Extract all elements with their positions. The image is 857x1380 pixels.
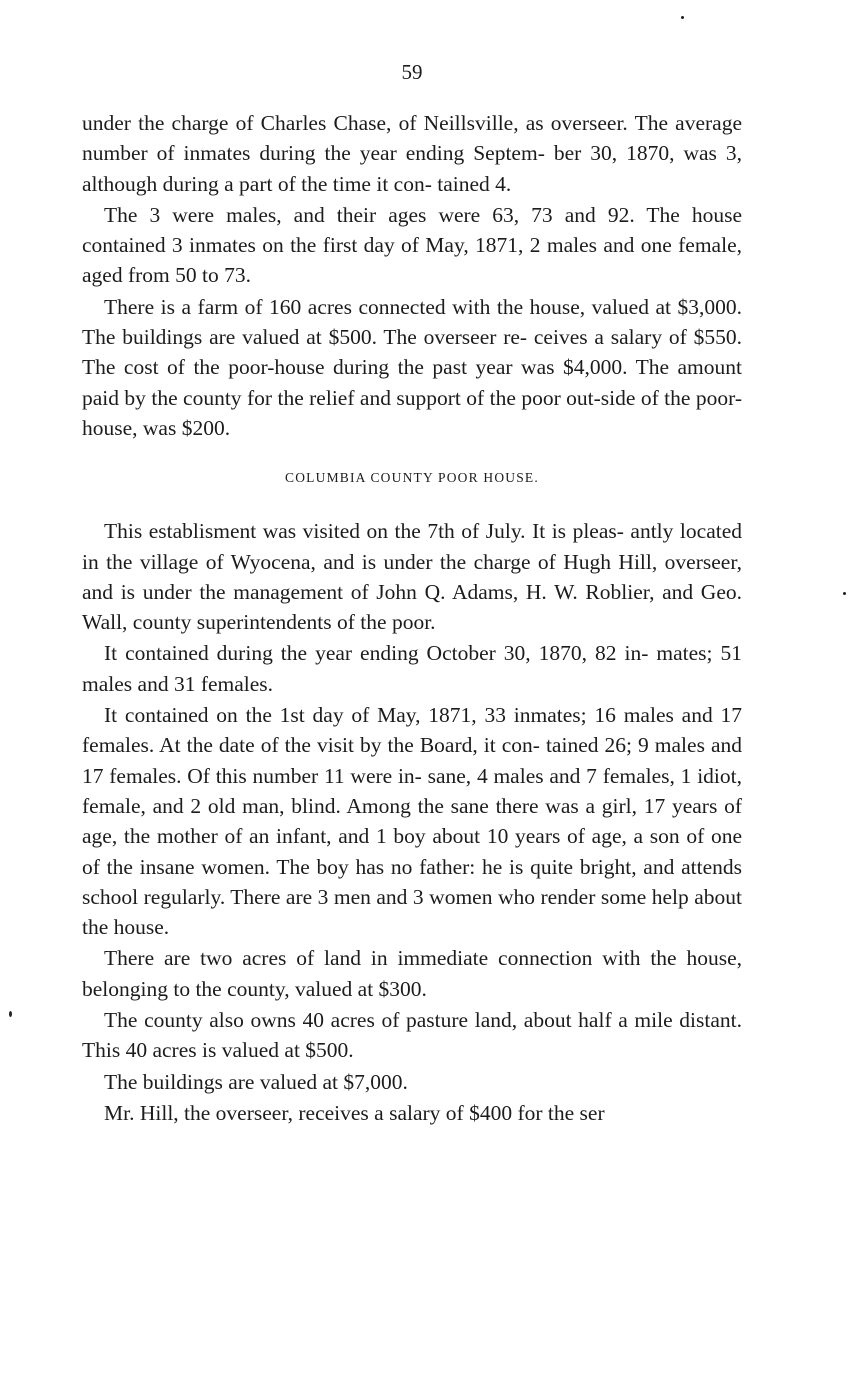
paragraph: It contained during the year ending October 30, 1870, 82 in- mates; 51 males and 31 females. [82, 641, 742, 696]
paragraph-continued: under the charge of Charles Chase, of Neillsville, as overseer. The average number of inmates during the year ending Septem- ber 30, 1870, was 3, although during a part of the time it con- tained 4. [82, 111, 742, 196]
speck-mark [9, 1011, 12, 1017]
paragraph: Mr. Hill, the overseer, receives a salary of $400 for the ser [104, 1100, 605, 1125]
document-page [82, 58, 742, 1129]
paragraph: The county also owns 40 acres of pasture land, about half a mile distant. This 40 acres is valued at $500. [82, 1008, 742, 1063]
speck-mark [843, 592, 846, 595]
paragraph: It contained on the 1st day of May, 1871, 33 inmates; 16 males and 17 females. At the date of the visit by the Board, it con- tained 26; 9 males and 17 females. Of this number 11 were in- sane, 4 males and 7 females, 1 idiot, female, and 2 old man, blind. Among the sane there was a girl, 17 years of age, the mother of an infant, and 1 boy about 10 years of age, a son of one of the insane women. The boy has no father: he is quite bright, and attends school regularly. There are 3 men and 3 women who render some help about the house. [82, 703, 742, 940]
paragraph: There are two acres of land in immediate connection with the house, belonging to the county, valued at $300. [82, 946, 742, 1001]
section-heading: COLUMBIA COUNTY POOR HOUSE. [285, 470, 539, 486]
paragraph: The buildings are valued at $7,000. [104, 1069, 408, 1094]
paragraph: The 3 were males, and their ages were 63, 73 and 92. The house contained 3 inmates on the first day of May, 1871, 2 males and one female, aged from 50 to 73. [82, 202, 742, 288]
paragraph: There is a farm of 160 acres connected with the house, valued at $3,000. The buildings are valued at $500. The overseer re- ceives a salary of $550. The cost of the poor-house during the past year was $4,000. The amount paid by the county for the relief and support of the poor out-side of the poor-house, was $200. [82, 294, 742, 440]
paragraph: This establisment was visited on the 7th of July. It is pleas- antly located in the village of Wyocena, and is under the charge of Hugh Hill, overseer, and is under the management of John Q. Adams, H. W. Roblier, and Geo. Wall, county superintendents of the poor. [82, 519, 742, 635]
page-number: 59 [401, 60, 423, 84]
speck-mark [681, 16, 684, 19]
